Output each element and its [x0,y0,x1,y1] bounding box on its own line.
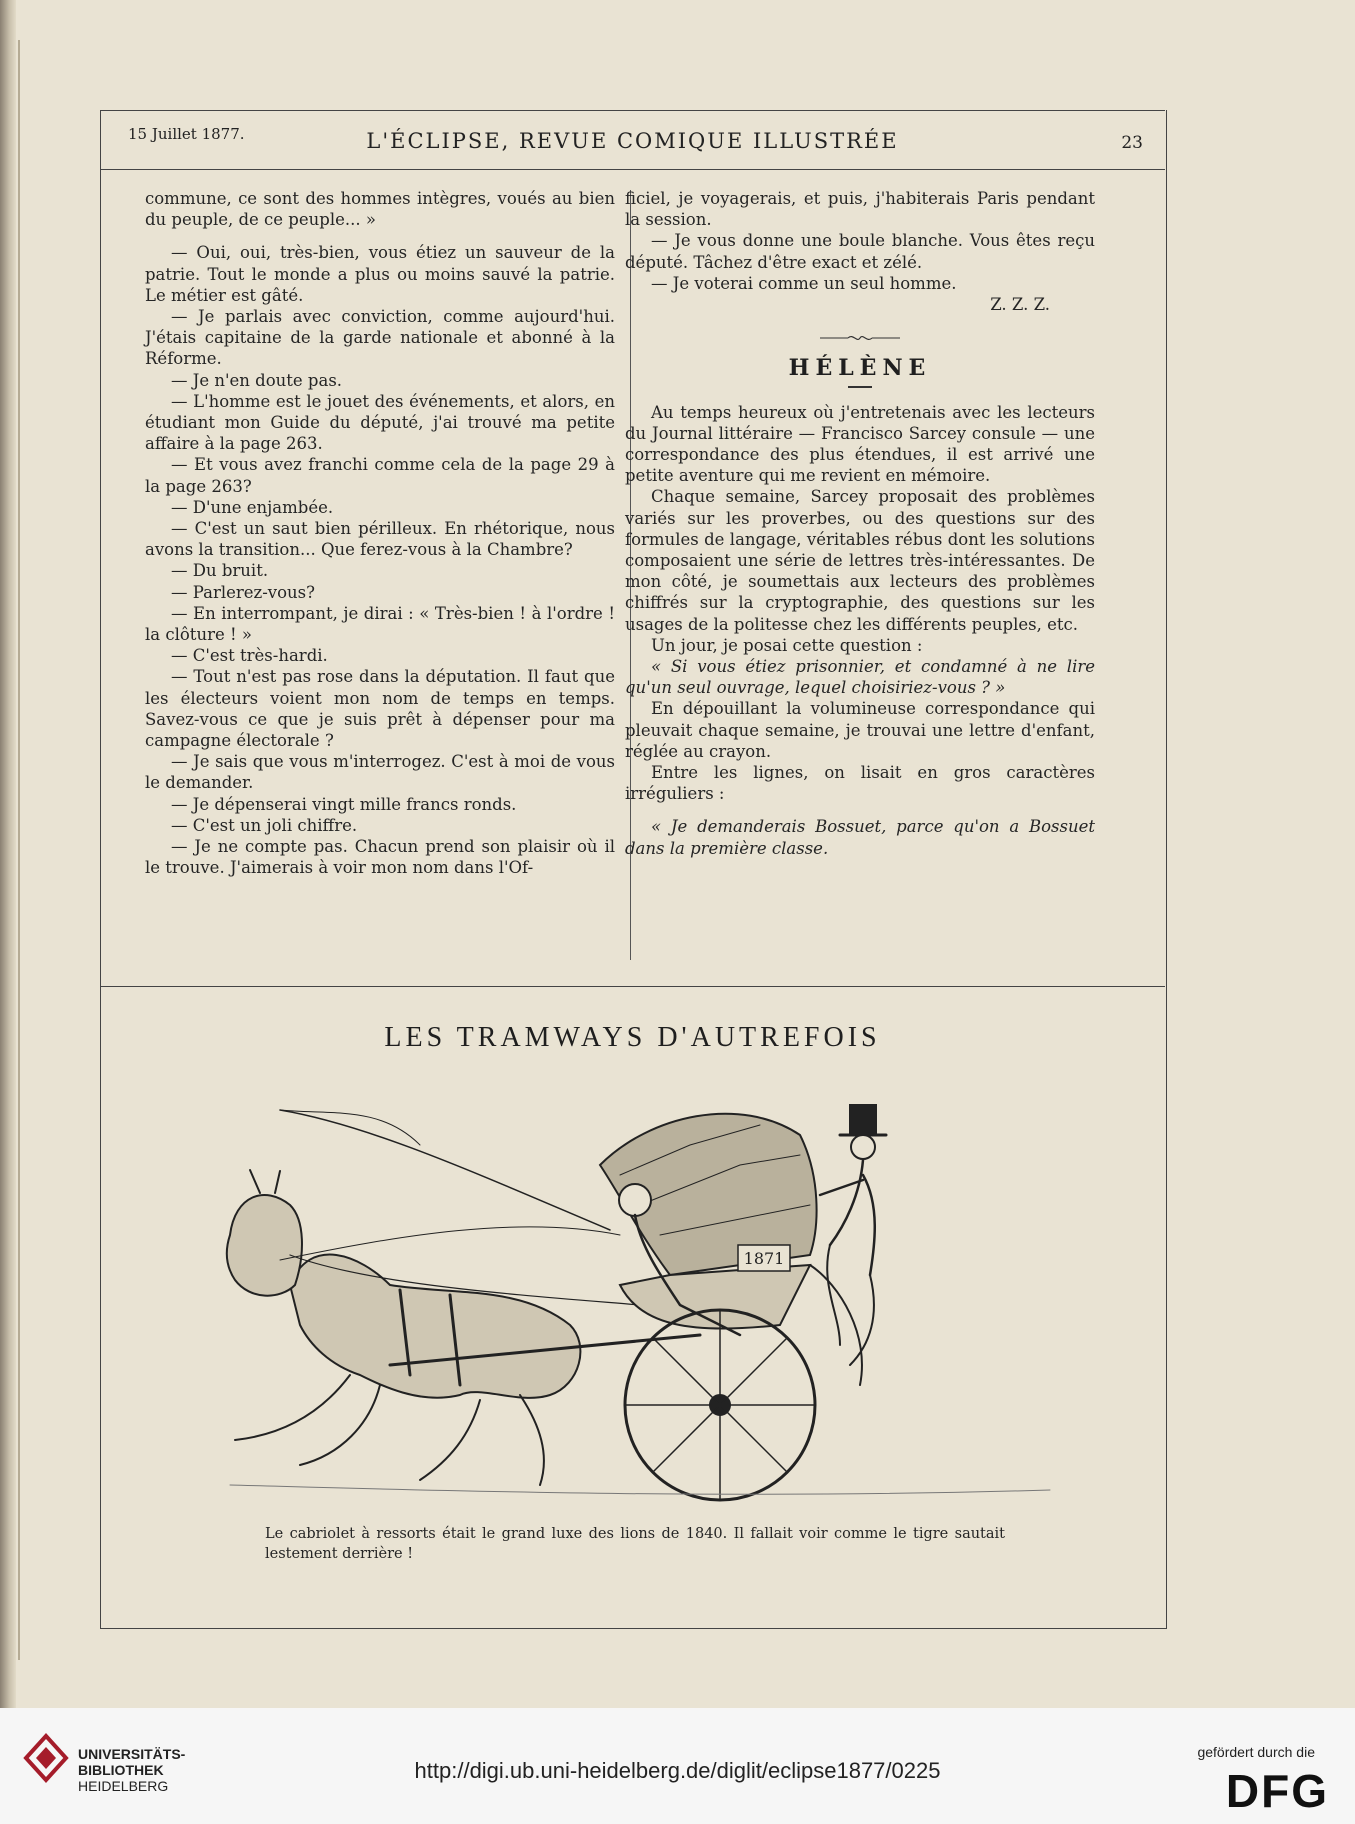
permalink[interactable]: http://digi.ub.uni-heidelberg.de/diglit/eclipse1877/0225 [414,1758,941,1783]
paragraph: — D'une enjambée. [171,497,334,517]
illustration-title: LES TRAMWAYS D'AUTREFOIS [384,1022,881,1053]
dfg-logo: DFG [1225,1765,1329,1817]
paragraph: — Tout n'est pas rose dans la députation. Il faut que les électeurs voient mon nom de temps en temps. Savez-vous ce que je suis prêt à dépenser pour ma campagne électorale ? [145,667,615,751]
paragraph: — Je sais que vous m'interrogez. C'est à moi de vous le demander. [145,752,615,793]
paragraph: « Je demanderais Bossuet, parce qu'on a Bossuet dans la première classe. [625,817,1095,858]
paragraph: — Du bruit. [171,561,269,581]
paragraph: — C'est très-hardi. [171,646,328,666]
paragraph: — Oui, oui, très-bien, vous étiez un sauveur de la patrie. Tout le monde a plus ou moins sauvé la patrie. Le métier est gâté. [145,243,615,305]
book-spine [0,0,16,1708]
paragraph: — C'est un joli chiffre. [171,815,358,835]
paragraph: Entre les lignes, on lisait en gros caractères irréguliers : [625,763,1095,804]
paragraph: — En interrompant, je dirai : « Très-bien ! à l'ordre ! la clôture ! » [145,603,615,645]
library-name-line: UNIVERSITÄTS- [78,1746,186,1762]
page-number: 23 [1121,133,1143,153]
footer-bar [0,1708,1355,1824]
library-name-line: HEIDELBERG [78,1778,169,1794]
paragraph: — Et vous avez franchi comme cela de la page 29 à la page 263? [145,455,615,496]
paragraph: — C'est un saut bien périlleux. En rhétorique, nous avons la transition... Que ferez-vous à la Chambre? [145,519,615,560]
journal-title: L'ÉCLIPSE, REVUE COMIQUE ILLUSTRÉE [366,129,899,153]
page-edge [18,40,20,1660]
paragraph: Un jour, je posai cette question : [651,635,923,655]
running-header [100,110,1165,171]
paragraph: — Je n'en doute pas. [171,370,343,390]
paragraph: Chaque semaine, Sarcey proposait des problèmes variés sur les proverbes, ou des questions sur des formules de langage, véritables rébus dont les solutions composaient une série de lettres très-intéressantes. De mon côté, je soumettais aux lecteurs des problèmes chiffrés sur la cryptographie, des questions sur les usages de la politesse chez les différents peuples, etc. [625,487,1095,634]
paragraph: — Je vous donne une boule blanche. Vous êtes reçu député. Tâchez d'être exact et zélé. [625,231,1095,272]
paragraph: — Parlerez-vous? [171,582,315,602]
carriage-illustration [220,1085,1060,1505]
right-column [625,188,1095,859]
paragraph: Au temps heureux où j'entretenais avec les lecteurs du Journal littéraire — Francisco Sarcey consule — une correspondance des plus étendues, il est arrivé une petite aventure qui me revient en mémoire. [625,402,1095,486]
paragraph: — Je voterai comme un seul homme. [651,273,957,293]
paragraph: — L'homme est le jouet des événements, et alors, en étudiant mon Guide du député, j'ai trouvé ma petite affaire à la page 263. [145,391,615,454]
ornament-divider [625,329,1095,350]
paragraph: — Je parlais avec conviction, comme aujourd'hui. J'étais capitaine de la garde nationale et abonné à la Réforme. [145,307,615,369]
paragraph: — Je dépenserai vingt mille francs ronds. [171,794,517,814]
header-rule [100,169,1165,170]
title-rule [848,386,872,388]
left-column [145,188,615,879]
funded-by-label: gefördert durch die [1197,1744,1315,1760]
article-title: HÉLÈNE [788,355,932,382]
signature: Z. Z. Z. [990,295,1050,315]
issue-date: 15 Juillet 1877. [128,125,245,143]
paragraph: — Je ne compte pas. Chacun prend son plaisir où il le trouve. J'aimerais à voir mon nom dans l'Of- [145,837,615,878]
illustration-caption: Le cabriolet à ressorts était le grand luxe des lions de 1840. Il fallait voir comme le tigre sautait lestement derrière ! [265,1526,1005,1562]
paragraph: « Si vous étiez prisonnier, et condamné à ne lire qu'un seul ouvrage, lequel choisiriez-vous ? » [625,657,1095,698]
paragraph: En dépouillant la volumineuse correspondance qui pleuvait chaque semaine, je trouvai une lettre d'enfant, réglée au crayon. [625,699,1095,761]
paragraph: commune, ce sont des hommes intègres, voués au bien du peuple, de ce peuple... » [145,189,615,230]
paragraph: ficiel, je voyagerais, et puis, j'habiterais Paris pendant la session. [625,189,1095,230]
plate-number: 1871 [743,1249,785,1268]
library-name-line: BIBLIOTHEK [78,1762,164,1778]
section-rule [100,986,1165,987]
